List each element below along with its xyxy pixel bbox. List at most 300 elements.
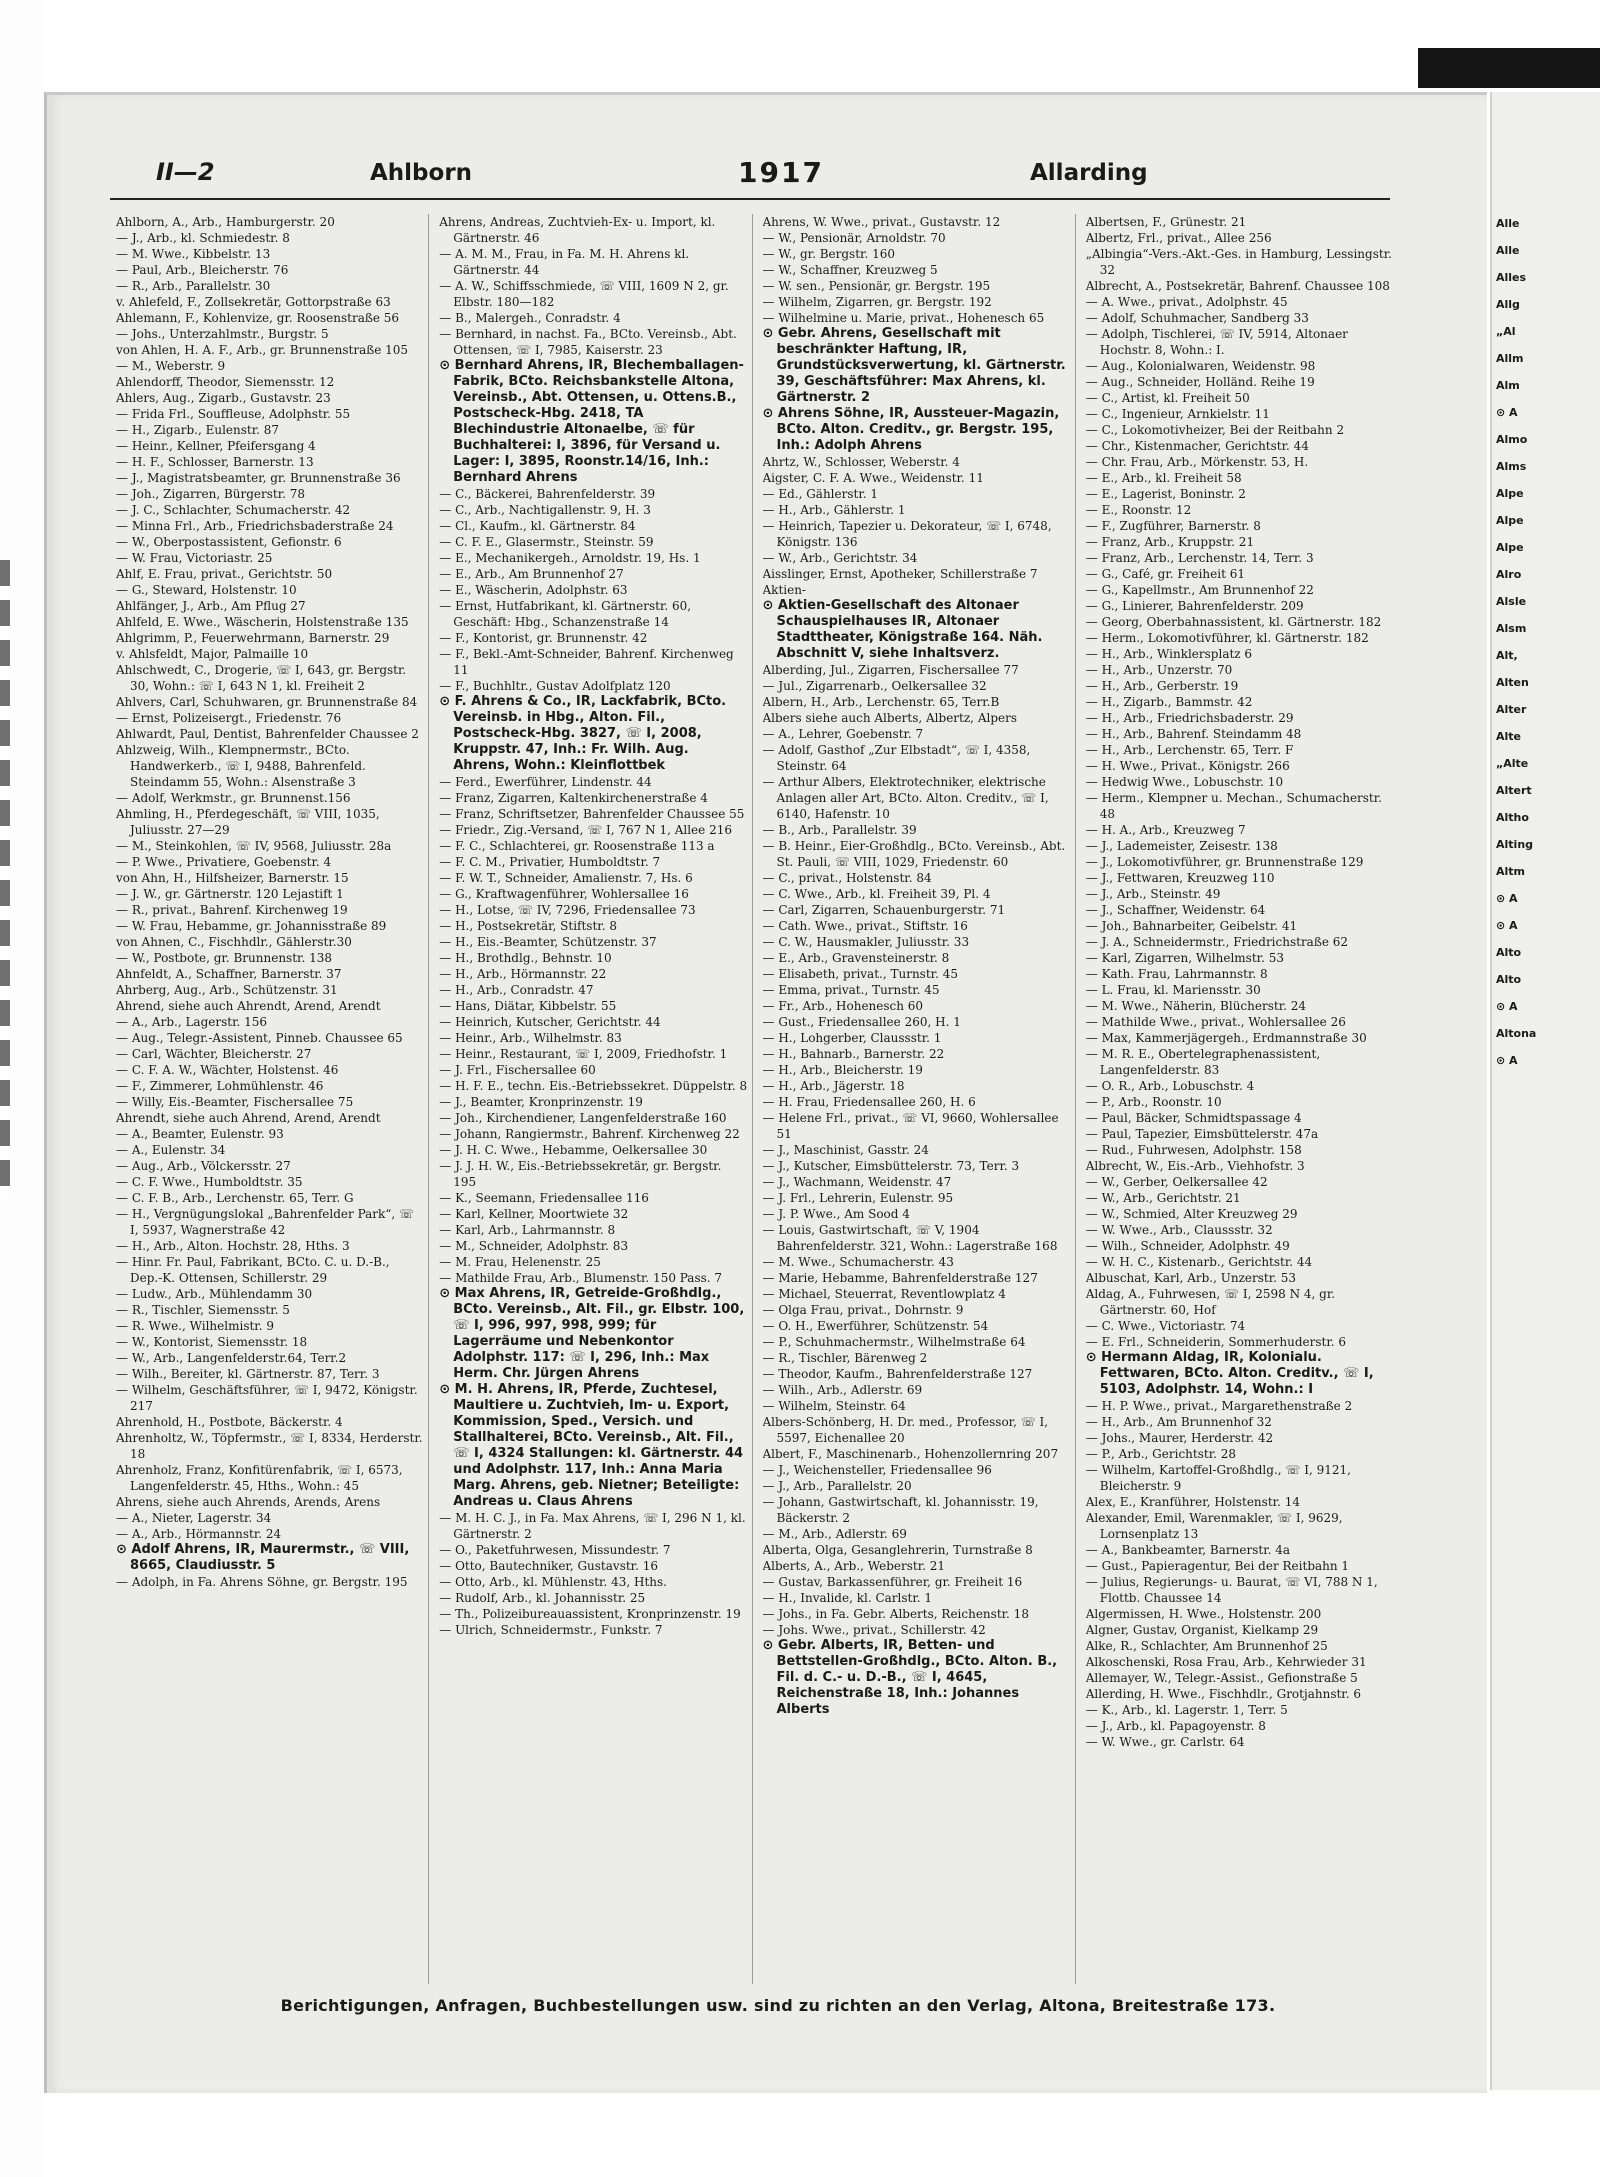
directory-entry: — J., Kutscher, Eimsbüttelerstr. 73, Terr. 3 <box>762 1159 1020 1173</box>
directory-entry: Algner, Gustav, Organist, Kielkamp 29 <box>1085 1623 1319 1637</box>
directory-entry: Ahrtz, W., Schlosser, Weberstr. 4 <box>762 455 960 469</box>
directory-entry: — Joh., Zigarren, Bürgerstr. 78 <box>116 487 306 501</box>
directory-entry: — E., Arb., kl. Freiheit 58 <box>1085 471 1242 485</box>
directory-entry: — W., gr. Bergstr. 160 <box>762 247 895 261</box>
directory-entry: Ahrberg, Aug., Arb., Schützenstr. 31 <box>116 983 338 997</box>
directory-entry: — M., Schneider, Adolphstr. 83 <box>439 1239 629 1253</box>
directory-entry: — M. Frau, Helenenstr. 25 <box>439 1255 601 1269</box>
directory-entry: Ahlf, E. Frau, privat., Gerichtstr. 50 <box>116 567 333 581</box>
directory-entry: v. Ahlefeld, F., Zollsekretär, Gottorpstraße 63 <box>116 295 391 309</box>
next-page-entry-fragment: ⊙ A <box>1496 892 1518 905</box>
directory-entry: — J., Beamter, Kronprinzenstr. 19 <box>439 1095 643 1109</box>
directory-entry: — Emma, privat., Turnstr. 45 <box>762 983 940 997</box>
directory-entry: — Karl, Zigarren, Wilhelmstr. 53 <box>1085 951 1284 965</box>
directory-entry: — B. Heinr., Eier-Großhdlg., BCto. Vereinsb., Abt. St. Pauli, ☏ VIII, 1029, Friedenstr. 60 <box>762 839 1066 869</box>
directory-entry: — E., Wäscherin, Adolphstr. 63 <box>439 583 628 597</box>
directory-entry: Ahmling, H., Pferdegeschäft, ☏ VIII, 1035, Juliusstr. 27—29 <box>116 807 380 837</box>
directory-entry: — Franz, Arb., Kruppstr. 21 <box>1085 535 1255 549</box>
column-4 <box>1086 214 1398 1984</box>
directory-entry: — W., Schmied, Alter Kreuzweg 29 <box>1085 1207 1298 1221</box>
directory-entry: — F., Buchhltr., Gustav Adolfplatz 120 <box>439 679 671 693</box>
directory-entry: — Aug., Schneider, Holländ. Reihe 19 <box>1085 375 1315 389</box>
directory-entry: — Gustav, Barkassenführer, gr. Freiheit 16 <box>762 1575 1023 1589</box>
directory-entry: Ahlvers, Carl, Schuhwaren, gr. Brunnenstraße 84 <box>116 695 418 709</box>
directory-entry: — Michael, Steuerrat, Reventlowplatz 4 <box>762 1287 1006 1301</box>
directory-entry: — Cath. Wwe., privat., Stiftstr. 16 <box>762 919 968 933</box>
directory-entry: — M. R. E., Obertelegraphenassistent, Langenfelderstr. 83 <box>1085 1047 1321 1077</box>
directory-entry: — H. F. E., techn. Eis.-Betriebssekret. Düppelstr. 8 <box>439 1079 748 1093</box>
directory-entry: — A., Arb., Hörmannstr. 24 <box>116 1527 282 1541</box>
directory-entry: — Minna Frl., Arb., Friedrichsbaderstraße 24 <box>116 519 394 533</box>
directory-entry: — Joh., Kirchendiener, Langenfelderstraße 160 <box>439 1111 727 1125</box>
directory-entry: — J., Lademeister, Zeisestr. 138 <box>1085 839 1278 853</box>
directory-entry: — K., Seemann, Friedensallee 116 <box>439 1191 649 1205</box>
directory-entry: — Ulrich, Schneidermstr., Funkstr. 7 <box>439 1623 663 1637</box>
directory-entry: — Rud., Fuhrwesen, Adolphstr. 158 <box>1085 1143 1302 1157</box>
directory-entry: — Theodor, Kaufm., Bahrenfelderstraße 127 <box>762 1367 1033 1381</box>
directory-entry: — A., Beamter, Eulenstr. 93 <box>116 1127 284 1141</box>
directory-entry: Albertz, Frl., privat., Allee 256 <box>1085 231 1272 245</box>
next-page-entry-fragment: Altona <box>1496 1027 1537 1040</box>
directory-entry: — Ernst, Polizeisergt., Friedenstr. 76 <box>116 711 342 725</box>
directory-entry: — J., Fettwaren, Kreuzweg 110 <box>1085 871 1275 885</box>
directory-columns <box>116 214 1398 1984</box>
directory-entry: Ahrend, siehe auch Ahrendt, Arend, Arendt <box>116 999 381 1013</box>
directory-entry: Ahlschwedt, C., Drogerie, ☏ I, 643, gr. Bergstr. 30, Wohn.: ☏ I, 643 N 1, kl. Freiheit 2 <box>116 663 407 693</box>
next-page-entry-fragment: Alpe <box>1496 487 1524 500</box>
column-1 <box>116 214 429 1984</box>
directory-entry: — Herm., Klempner u. Mechan., Schumacherstr. 48 <box>1085 791 1382 821</box>
directory-entry: — Hinr. Fr. Paul, Fabrikant, BCto. C. u. D.-B., Dep.-K. Ottensen, Schillerstr. 29 <box>116 1255 390 1285</box>
directory-entry: Ahlzweig, Wilh., Klempnermstr., BCto. Handwerkerb., ☏ I, 9488, Bahrenfeld. Steindamm 55, Wohn.: Alsenstraße 3 <box>116 743 366 789</box>
directory-entry: — A., Arb., Lagerstr. 156 <box>116 1015 268 1029</box>
directory-entry: — H., Lotse, ☏ IV, 7296, Friedensallee 73 <box>439 903 696 917</box>
directory-entry: — Heinr., Restaurant, ☏ I, 2009, Friedhofstr. 1 <box>439 1047 728 1061</box>
directory-entry: — Johs., Unterzahlmstr., Burgstr. 5 <box>116 327 329 341</box>
directory-entry: — E., Arb., Gravensteinerstr. 8 <box>762 951 950 965</box>
directory-entry: — G., Kapellmstr., Am Brunnenhof 22 <box>1085 583 1314 597</box>
directory-entry: — H., Lohgerber, Claussstr. 1 <box>762 1031 942 1045</box>
directory-entry: — H., Invalide, kl. Carlstr. 1 <box>762 1591 933 1605</box>
directory-entry: „Albingia“-Vers.-Akt.-Ges. in Hamburg, Lessingstr. 32 <box>1085 247 1392 277</box>
directory-entry: — Aug., Arb., Völckersstr. 27 <box>116 1159 291 1173</box>
directory-entry: — C. F. A. W., Wächter, Holstenst. 46 <box>116 1063 339 1077</box>
directory-entry: — J., Arb., Parallelstr. 20 <box>762 1479 912 1493</box>
directory-entry: — F., Zugführer, Barnerstr. 8 <box>1085 519 1261 533</box>
directory-entry: Aigster, C. F. A. Wwe., Weidenstr. 11 <box>762 471 984 485</box>
column-3 <box>763 214 1076 1984</box>
directory-entry: ⊙ Max Ahrens, IR, Getreide-Großhdlg., BCto. Vereinsb., Alt. Fil., gr. Elbstr. 100, ☏ I, 996, 997, 998, 999; für Lagerräume und Nebenkontor Adolphstr. 117: ☏ I, 296, Inh.: Max Herm. Chr. Jürgen Ahrens <box>439 1286 745 1381</box>
directory-entry: — G., Café, gr. Freiheit 61 <box>1085 567 1245 581</box>
directory-entry: Ahlendorff, Theodor, Siemensstr. 12 <box>116 375 335 389</box>
directory-entry: — C. F. B., Arb., Lerchenstr. 65, Terr. G <box>116 1191 354 1205</box>
directory-entry: — M., Arb., Adlerstr. 69 <box>762 1527 907 1541</box>
directory-entry: — R., Arb., Parallelstr. 30 <box>116 279 271 293</box>
directory-entry: — R., Tischler, Siemensstr. 5 <box>116 1303 290 1317</box>
binding-edge-marks <box>0 560 10 1200</box>
directory-entry: — Ludw., Arb., Mühlendamm 30 <box>116 1287 313 1301</box>
directory-entry: — Heinrich, Kutscher, Gerichtstr. 44 <box>439 1015 661 1029</box>
directory-entry: — J. J. H. W., Eis.-Betriebssekretär, gr. Bergstr. 195 <box>439 1159 722 1189</box>
directory-entry: — A. Wwe., privat., Adolphstr. 45 <box>1085 295 1288 309</box>
directory-entry: Ahlwardt, Paul, Dentist, Bahrenfelder Chaussee 2 <box>116 727 419 741</box>
directory-entry: — P., Arb., Gerichtstr. 28 <box>1085 1447 1237 1461</box>
directory-entry: — Paul, Bäcker, Schmidtspassage 4 <box>1085 1111 1302 1125</box>
directory-entry: Ahrens, siehe auch Ahrends, Arends, Arens <box>116 1495 381 1509</box>
directory-entry: — H., Arb., Unzerstr. 70 <box>1085 663 1233 677</box>
directory-entry: — J., Arb., Steinstr. 49 <box>1085 887 1221 901</box>
directory-entry: — W., Postbote, gr. Brunnenstr. 138 <box>116 951 332 965</box>
directory-entry: — E., Mechanikergeh., Arnoldstr. 19, Hs. 1 <box>439 551 701 565</box>
directory-entry: — J., Arb., kl. Papagoyenstr. 8 <box>1085 1719 1266 1733</box>
directory-entry: — Carl, Zigarren, Schauenburgerstr. 71 <box>762 903 1006 917</box>
directory-entry: — W., Oberpostassistent, Gefionstr. 6 <box>116 535 342 549</box>
directory-entry: — Ernst, Hutfabrikant, kl. Gärtnerstr. 60, Geschäft: Hbg., Schanzenstraße 14 <box>439 599 692 629</box>
directory-entry: — L. Frau, kl. Mariensstr. 30 <box>1085 983 1261 997</box>
directory-entry: — Fr., Arb., Hohenesch 60 <box>762 999 924 1013</box>
next-page-entry-fragment: Alsle <box>1496 595 1527 608</box>
directory-entry: Albers siehe auch Alberts, Albertz, Alpers <box>762 711 1017 725</box>
directory-entry: Ahrens, W. Wwe., privat., Gustavstr. 12 <box>762 215 1001 229</box>
directory-entry: — H., Arb., Friedrichsbaderstr. 29 <box>1085 711 1294 725</box>
directory-entry: — Hans, Diätar, Kibbelstr. 55 <box>439 999 617 1013</box>
directory-entry: — Hedwig Wwe., Lobuschstr. 10 <box>1085 775 1284 789</box>
directory-entry: — H., Brothdlg., Behnstr. 10 <box>439 951 612 965</box>
directory-entry: — C., Lokomotivheizer, Bei der Reitbahn 2 <box>1085 423 1345 437</box>
directory-entry: — Julius, Regierungs- u. Baurat, ☏ VI, 788 N 1, Flottb. Chaussee 14 <box>1085 1575 1378 1605</box>
directory-entry: — G., Linierer, Bahrenfelderstr. 209 <box>1085 599 1304 613</box>
directory-entry: — J. Frl., Lehrerin, Eulenstr. 95 <box>762 1191 954 1205</box>
directory-entry: — Wilh., Bereiter, kl. Gärtnerstr. 87, Terr. 3 <box>116 1367 380 1381</box>
directory-entry: ⊙ Ahrens Söhne, IR, Aussteuer-Magazin, BCto. Alton. Creditv., gr. Bergstr. 195, Inh.: Adolph Ahrens <box>762 406 1060 453</box>
directory-entry: — Carl, Wächter, Bleicherstr. 27 <box>116 1047 312 1061</box>
next-page-entry-fragment: Alle <box>1496 217 1520 230</box>
directory-entry: — Wilhelm, Zigarren, gr. Bergstr. 192 <box>762 295 992 309</box>
directory-entry: — Paul, Arb., Bleicherstr. 76 <box>116 263 289 277</box>
directory-entry: — Louis, Gastwirtschaft, ☏ V, 1904 Bahrenfelderstr. 321, Wohn.: Lagerstraße 168 <box>762 1223 1058 1253</box>
directory-entry: — E., Arb., Am Brunnenhof 27 <box>439 567 624 581</box>
directory-entry: — Gust., Papieragentur, Bei der Reitbahn 1 <box>1085 1559 1350 1573</box>
directory-entry: — F. C., Schlachterei, gr. Roosenstraße 113 a <box>439 839 715 853</box>
directory-entry: Allerding, H. Wwe., Fischhdlr., Grotjahnstr. 6 <box>1085 1687 1361 1701</box>
directory-entry: — Rudolf, Arb., kl. Johannisstr. 25 <box>439 1591 646 1605</box>
next-page-entry-fragment: Allg <box>1496 298 1520 311</box>
directory-entry: — C., Artist, kl. Freiheit 50 <box>1085 391 1250 405</box>
directory-entry: — H., Arb., Jägerstr. 18 <box>762 1079 905 1093</box>
directory-entry: — Frida Frl., Souffleuse, Adolphstr. 55 <box>116 407 351 421</box>
directory-entry: — A., Lehrer, Goebenstr. 7 <box>762 727 924 741</box>
directory-entry: v. Ahlsfeldt, Major, Palmaille 10 <box>116 647 309 661</box>
next-page-entry-fragment: Alto <box>1496 973 1522 986</box>
directory-entry: — A., Nieter, Lagerstr. 34 <box>116 1511 272 1525</box>
next-page-entry-fragment: Alpe <box>1496 541 1524 554</box>
directory-entry: — Heinr., Arb., Wilhelmstr. 83 <box>439 1031 622 1045</box>
directory-entry: — R., privat., Bahrenf. Kirchenweg 19 <box>116 903 348 917</box>
directory-entry: Ahlemann, F., Kohlenvize, gr. Roosenstraße 56 <box>116 311 400 325</box>
directory-entry: — Johs. Wwe., privat., Schillerstr. 42 <box>762 1623 986 1637</box>
directory-entry: Albert, F., Maschinenarb., Hohenzollernring 207 <box>762 1447 1059 1461</box>
page-header <box>110 152 1390 200</box>
page-number: II—2 <box>156 158 215 186</box>
directory-entry: ⊙ Gebr. Ahrens, Gesellschaft mit beschränkter Haftung, IR, Grundstücksverwertung, kl. Gärtnerstr. 39, Geschäftsführer: Max Ahrens, kl. Gärtnerstr. 2 <box>762 326 1066 405</box>
directory-entry: — W., Schaffner, Kreuzweg 5 <box>762 263 938 277</box>
directory-entry: — W., Gerber, Oelkersallee 42 <box>1085 1175 1268 1189</box>
directory-entry: — W., Kontorist, Siemensstr. 18 <box>116 1335 308 1349</box>
directory-entry: — H., Arb., Alton. Hochstr. 28, Hths. 3 <box>116 1239 350 1253</box>
directory-entry: — Chr., Kistenmacher, Gerichtstr. 44 <box>1085 439 1309 453</box>
directory-entry: — Adolph, in Fa. Ahrens Söhne, gr. Bergstr. 195 <box>116 1575 408 1589</box>
directory-entry: — Olga Frau, privat., Dohrnstr. 9 <box>762 1303 964 1317</box>
directory-entry: — H., Vergnügungslokal „Bahrenfelder Park“, ☏ I, 5937, Wagnerstraße 42 <box>116 1207 415 1237</box>
directory-entry: Allemayer, W., Telegr.-Assist., Gefionstraße 5 <box>1085 1671 1358 1685</box>
directory-entry: — M. Wwe., Kibbelstr. 13 <box>116 247 271 261</box>
directory-entry: — Willy, Eis.-Beamter, Fischersallee 75 <box>116 1095 354 1109</box>
directory-entry: — Heinr., Kellner, Pfeifersgang 4 <box>116 439 316 453</box>
directory-entry: — Wilhelm, Geschäftsführer, ☏ I, 9472, Königstr. 217 <box>116 1383 418 1413</box>
directory-entry: Ahrenholz, Franz, Konfitürenfabrik, ☏ I, 6573, Langenfelderstr. 45, Hths., Wohn.: 45 <box>116 1463 403 1493</box>
next-page-entry-fragment: Alting <box>1496 838 1534 851</box>
directory-entry: — P., Schuhmachermstr., Wilhelmstraße 64 <box>762 1335 1026 1349</box>
directory-entry: — E., Roonstr. 12 <box>1085 503 1192 517</box>
next-page-entry-fragment: Alm <box>1496 379 1520 392</box>
directory-entry: Ahrenholtz, W., Töpfermstr., ☏ I, 8334, Herderstr. 18 <box>116 1431 423 1461</box>
directory-entry: — H., Bahnarb., Barnerstr. 22 <box>762 1047 945 1061</box>
directory-entry: Ahrenhold, H., Postbote, Bäckerstr. 4 <box>116 1415 343 1429</box>
directory-entry: Ahrendt, siehe auch Ahrend, Arend, Arendt <box>116 1111 381 1125</box>
directory-entry: — Joh., Bahnarbeiter, Geibelstr. 41 <box>1085 919 1298 933</box>
directory-entry: — Heinrich, Tapezier u. Dekorateur, ☏ I, 6748, Königstr. 136 <box>762 519 1052 549</box>
directory-entry: — M., Weberstr. 9 <box>116 359 226 373</box>
directory-entry: — H., Arb., Gerberstr. 19 <box>1085 679 1239 693</box>
directory-entry: Alberding, Jul., Zigarren, Fischersallee 77 <box>762 663 1019 677</box>
next-page-entry-fragment: Altm <box>1496 865 1526 878</box>
last-entry-word: Allarding <box>1030 160 1148 186</box>
directory-entry: — J. C., Schlachter, Schumacherstr. 42 <box>116 503 351 517</box>
next-page-entry-fragment: Allm <box>1496 352 1524 365</box>
directory-entry: ⊙ Hermann Aldag, IR, Kolonialu. Fettwaren, BCto. Alton. Creditv., ☏ I, 5103, Adolphstr. 14, Wohn.: I <box>1085 1350 1374 1397</box>
directory-entry: — W., Arb., Langenfelderstr.64, Terr.2 <box>116 1351 347 1365</box>
directory-entry: — H. P. Wwe., privat., Margarethenstraße 2 <box>1085 1399 1353 1413</box>
black-index-tab <box>1418 48 1600 88</box>
directory-entry: — H. Wwe., Privat., Königstr. 266 <box>1085 759 1290 773</box>
directory-entry: von Ahnen, C., Fischhdlr., Gählerstr.30 <box>116 935 352 949</box>
directory-entry: — J. H. C. Wwe., Hebamme, Oelkersallee 30 <box>439 1143 708 1157</box>
directory-entry: — Franz, Schriftsetzer, Bahrenfelder Chaussee 55 <box>439 807 745 821</box>
next-page-entry-fragment: Alten <box>1496 676 1529 689</box>
directory-entry: — W., Pensionär, Arnoldstr. 70 <box>762 231 946 245</box>
directory-entry: — Adolf, Gasthof „Zur Elbstadt“, ☏ I, 4358, Steinstr. 64 <box>762 743 1031 773</box>
directory-entry: — H., Arb., Bahrenf. Steindamm 48 <box>1085 727 1302 741</box>
directory-entry: — Herm., Lokomotivführer, kl. Gärtnerstr. 182 <box>1085 631 1369 645</box>
directory-entry: — J., Schaffner, Weidenstr. 64 <box>1085 903 1266 917</box>
directory-entry: Albers-Schönberg, H. Dr. med., Professor, ☏ I, 5597, Eichenallee 20 <box>762 1415 1049 1445</box>
directory-entry: Ahlborn, A., Arb., Hamburgerstr. 20 <box>116 215 335 229</box>
directory-entry: — Bernhard, in nachst. Fa., BCto. Vereinsb., Abt. Ottensen, ☏ I, 7985, Kaiserstr. 23 <box>439 327 737 357</box>
directory-entry: — Helene Frl., privat., ☏ VI, 9660, Wohlersallee 51 <box>762 1111 1059 1141</box>
directory-entry: — W. Frau, Victoriastr. 25 <box>116 551 273 565</box>
next-page-entry-fragment: Alter <box>1496 703 1527 716</box>
directory-entry: — H., Zigarb., Eulenstr. 87 <box>116 423 280 437</box>
directory-entry: Alex, E., Kranführer, Holstenstr. 14 <box>1085 1495 1300 1509</box>
directory-entry: — Mathilde Wwe., privat., Wohlersallee 26 <box>1085 1015 1346 1029</box>
directory-entry: — H., Eis.-Beamter, Schützenstr. 37 <box>439 935 657 949</box>
directory-entry: — Th., Polizeibureauassistent, Kronprinzenstr. 19 <box>439 1607 741 1621</box>
next-page-entry-fragment: ⊙ A <box>1496 919 1518 932</box>
next-page-entry-fragment: Alt, <box>1496 649 1518 662</box>
next-page-entry-fragment: Alto <box>1496 946 1522 959</box>
year-title: 1917 <box>738 156 824 189</box>
directory-entry: — Karl, Arb., Lahrmannstr. 8 <box>439 1223 616 1237</box>
directory-entry: ⊙ Bernhard Ahrens, IR, Blechemballagen-Fabrik, BCto. Reichsbankstelle Altona, Vereinsb., Abt. Ottensen, u. Ottens.B., Postscheck-Hbg. 2418, TA Blechindustrie Altonaelbe, ☏ für Buchhalterei: I, 3896, für Versand u. Lager: I, 3895, Roonstr.14/16, Inh.: Bernhard Ahrens <box>439 358 744 485</box>
next-page-entry-fragment: Alpe <box>1496 514 1524 527</box>
directory-entry: — Cl., Kaufm., kl. Gärtnerstr. 84 <box>439 519 636 533</box>
directory-entry: — M. H. C. J., in Fa. Max Ahrens, ☏ I, 296 N 1, kl. Gärtnerstr. 2 <box>439 1511 746 1541</box>
publisher-footer: Berichtigungen, Anfragen, Buchbestellungen usw. sind zu richten an den Verlag, Altona, Breitestraße 173. <box>280 1996 1276 2015</box>
directory-entry: Aisslinger, Ernst, Apotheker, Schillerstraße 7 <box>762 567 1038 581</box>
directory-entry: — O. R., Arb., Lobuschstr. 4 <box>1085 1079 1255 1093</box>
directory-entry: — P., Arb., Roonstr. 10 <box>1085 1095 1222 1109</box>
directory-entry: — C., Ingenieur, Arnkielstr. 11 <box>1085 407 1270 421</box>
directory-entry: — J., Lokomotivführer, gr. Brunnenstraße 129 <box>1085 855 1364 869</box>
directory-entry: — C. Wwe., Arb., kl. Freiheit 39, Pl. 4 <box>762 887 991 901</box>
directory-entry: — F., Bekl.-Amt-Schneider, Bahrenf. Kirchenweg 11 <box>439 647 734 677</box>
directory-entry: — P. Wwe., Privatiere, Goebenstr. 4 <box>116 855 332 869</box>
directory-entry: — Paul, Tapezier, Eimsbüttelerstr. 47a <box>1085 1127 1319 1141</box>
directory-entry: — Jul., Zigarrenarb., Oelkersallee 32 <box>762 679 987 693</box>
directory-entry: — O., Paketfuhrwesen, Missundestr. 7 <box>439 1543 671 1557</box>
directory-entry: — C., privat., Holstenstr. 84 <box>762 871 932 885</box>
next-page-entry-fragment: ⊙ A <box>1496 1000 1518 1013</box>
first-entry-word: Ahlborn <box>370 160 473 186</box>
directory-entry: — R. Wwe., Wilhelmistr. 9 <box>116 1319 274 1333</box>
directory-entry: — M. Wwe., Näherin, Blücherstr. 24 <box>1085 999 1307 1013</box>
directory-entry: — Karl, Kellner, Moortwiete 32 <box>439 1207 629 1221</box>
directory-entry: — M. Wwe., Schumacherstr. 43 <box>762 1255 954 1269</box>
directory-entry: — Johann, Rangiermstr., Bahrenf. Kirchenweg 22 <box>439 1127 740 1141</box>
directory-entry: — B., Malergeh., Conradstr. 4 <box>439 311 621 325</box>
next-page-entry-fragment: Alro <box>1496 568 1522 581</box>
directory-entry: Ahlers, Aug., Zigarb., Gustavstr. 23 <box>116 391 331 405</box>
directory-entry: — Adolf, Werkmstr., gr. Brunnenst.156 <box>116 791 351 805</box>
next-page-entry-fragment: Alsm <box>1496 622 1527 635</box>
next-page-entry-fragment: „Al <box>1496 325 1516 338</box>
directory-entry: — F., Zimmerer, Lohmühlenstr. 46 <box>116 1079 324 1093</box>
directory-entry: — J., Arb., kl. Schmiedestr. 8 <box>116 231 290 245</box>
directory-entry: — F. W. T., Schneider, Amalienstr. 7, Hs. 6 <box>439 871 693 885</box>
next-page-entry-fragment: „Alte <box>1496 757 1529 770</box>
directory-entry: — H., Postsekretär, Stiftstr. 8 <box>439 919 617 933</box>
directory-entry: — Wilhelm, Kartoffel-Großhdlg., ☏ I, 9121, Bleicherstr. 9 <box>1085 1463 1351 1493</box>
directory-entry: — C. F. E., Glasermstr., Steinstr. 59 <box>439 535 654 549</box>
directory-entry: Ahnfeldt, A., Schaffner, Barnerstr. 37 <box>116 967 342 981</box>
directory-entry: Alexander, Emil, Warenmakler, ☏ I, 9629, Lornsenplatz 13 <box>1085 1511 1343 1541</box>
directory-entry: Albrecht, W., Eis.-Arb., Viehhofstr. 3 <box>1085 1159 1305 1173</box>
directory-entry: Alberta, Olga, Gesanglehrerin, Turnstraße 8 <box>762 1543 1033 1557</box>
directory-entry: Ahlgrimm, P., Feuerwehrmann, Barnerstr. 29 <box>116 631 390 645</box>
directory-entry: — E., Lagerist, Boninstr. 2 <box>1085 487 1246 501</box>
column-2 <box>439 214 752 1984</box>
directory-entry: — Wilhelm, Steinstr. 64 <box>762 1399 906 1413</box>
directory-entry: — W. Wwe., Arb., Claussstr. 32 <box>1085 1223 1273 1237</box>
directory-entry: — Arthur Albers, Elektrotechniker, elektrische Anlagen aller Art, BCto. Alton. Creditv., ☏ I, 6140, Hafenstr. 10 <box>762 775 1049 821</box>
directory-entry: — G., Steward, Holstenstr. 10 <box>116 583 297 597</box>
next-page-entry-fragment: Altho <box>1496 811 1529 824</box>
directory-entry: Albern, H., Arb., Lerchenstr. 65, Terr.B <box>762 695 1000 709</box>
directory-entry: ⊙ Aktien-Gesellschaft des Altonaer Schauspielhauses IR, Altonaer Stadttheater, Königstraße 164. Näh. Abschnitt V, siehe Inhaltsverz. <box>762 598 1043 661</box>
directory-entry: — J. A., Schneidermstr., Friedrichstraße 62 <box>1085 935 1349 949</box>
directory-entry: — Adolph, Tischlerei, ☏ IV, 5914, Altonaer Hochstr. 8, Wohn.: I. <box>1085 327 1348 357</box>
directory-entry: Albuschat, Karl, Arb., Unzerstr. 53 <box>1085 1271 1297 1285</box>
directory-entry: ⊙ Gebr. Alberts, IR, Betten- und Bettstellen-Großhdlg., BCto. Alton. B., Fil. d. C.- u. D.-B., ☏ I, 4645, Reichenstraße 18, Inh.: Johannes Alberts <box>762 1638 1058 1717</box>
directory-entry: — K., Arb., kl. Lagerstr. 1, Terr. 5 <box>1085 1703 1288 1717</box>
directory-entry: ⊙ F. Ahrens & Co., IR, Lackfabrik, BCto. Vereinsb. in Hbg., Alton. Fil., Postscheck-Hbg. 3827, ☏ I, 2008, Kruppstr. 47, Inh.: Fr. Wilh. Aug. Ahrens, Wohn.: Kleinflottbek <box>439 694 727 773</box>
next-page-entry-fragment: Alte <box>1496 730 1522 743</box>
directory-entry: — J., Weichensteller, Friedensallee 96 <box>762 1463 992 1477</box>
directory-entry: Ahlfänger, J., Arb., Am Pflug 27 <box>116 599 306 613</box>
directory-entry: Albertsen, F., Grünestr. 21 <box>1085 215 1247 229</box>
next-page-entry-fragment: Almo <box>1496 433 1528 446</box>
directory-entry: — J. P. Wwe., Am Sood 4 <box>762 1207 910 1221</box>
directory-entry: ⊙ Adolf Ahrens, IR, Maurermstr., ☏ VIII, 8665, Claudiusstr. 5 <box>116 1542 410 1573</box>
directory-entry: Albrecht, A., Postsekretär, Bahrenf. Chaussee 108 <box>1085 279 1390 293</box>
directory-entry: Ahrens, Andreas, Zuchtvieh-Ex- u. Import, kl. Gärtnerstr. 46 <box>439 215 716 245</box>
directory-entry: von Ahn, H., Hilfsheizer, Barnerstr. 15 <box>116 871 349 885</box>
directory-entry: — H., Zigarb., Bammstr. 42 <box>1085 695 1253 709</box>
directory-entry: — H. Frau, Friedensallee 260, H. 6 <box>762 1095 976 1109</box>
next-page-entries <box>1496 210 1596 1074</box>
directory-entry: — W. H. C., Kistenarb., Gerichtstr. 44 <box>1085 1255 1313 1269</box>
directory-entry: — H., Arb., Winklersplatz 6 <box>1085 647 1253 661</box>
directory-entry: — Wilh., Schneider, Adolphstr. 49 <box>1085 1239 1290 1253</box>
directory-entry: — F. C. M., Privatier, Humboldtstr. 7 <box>439 855 661 869</box>
directory-entry: — H., Arb., Bleicherstr. 19 <box>762 1063 923 1077</box>
directory-entry: — J., Maschinist, Gasstr. 24 <box>762 1143 929 1157</box>
directory-entry: — C., Arb., Nachtigallenstr. 9, H. 3 <box>439 503 651 517</box>
directory-entry: — Friedr., Zig.-Versand, ☏ I, 767 N 1, Allee 216 <box>439 823 732 837</box>
directory-entry: — W. sen., Pensionär, gr. Bergstr. 195 <box>762 279 991 293</box>
directory-entry: — A. W., Schiffsschmiede, ☏ VIII, 1609 N 2, gr. Elbstr. 180—182 <box>439 279 729 309</box>
next-page-entry-fragment: Alle <box>1496 244 1520 257</box>
directory-entry: — Elisabeth, privat., Turnstr. 45 <box>762 967 958 981</box>
directory-entry: Alberts, A., Arb., Weberstr. 21 <box>762 1559 946 1573</box>
directory-entry: — H., Arb., Gählerstr. 1 <box>762 503 906 517</box>
directory-entry: — Ferd., Ewerführer, Lindenstr. 44 <box>439 775 652 789</box>
next-page-entry-fragment: Alms <box>1496 460 1527 473</box>
directory-entry: — A., Eulenstr. 34 <box>116 1143 226 1157</box>
directory-entry: Aktien- <box>762 583 806 597</box>
directory-entry: — H., Arb., Conradstr. 47 <box>439 983 594 997</box>
directory-entry: — B., Arb., Parallelstr. 39 <box>762 823 917 837</box>
next-page-entry-fragment: ⊙ A <box>1496 1054 1518 1067</box>
directory-entry: — C. F. Wwe., Humboldtstr. 35 <box>116 1175 303 1189</box>
directory-entry: — Wilhelmine u. Marie, privat., Hohenesch 65 <box>762 311 1045 325</box>
directory-entry: — A. M. M., Frau, in Fa. M. H. Ahrens kl. Gärtnerstr. 44 <box>439 247 690 277</box>
directory-entry: — Aug., Telegr.-Assistent, Pinneb. Chaussee 65 <box>116 1031 403 1045</box>
directory-entry: — E. Frl., Schneiderin, Sommerhuderstr. 6 <box>1085 1335 1347 1349</box>
directory-entry: — H. F., Schlosser, Barnerstr. 13 <box>116 455 314 469</box>
directory-entry: — J. Frl., Fischersallee 60 <box>439 1063 596 1077</box>
directory-entry: — Johs., Maurer, Herderstr. 42 <box>1085 1431 1274 1445</box>
directory-entry: — H., Arb., Hörmannstr. 22 <box>439 967 607 981</box>
directory-entry: — Franz, Arb., Lerchenstr. 14, Terr. 3 <box>1085 551 1314 565</box>
next-page-entry-fragment: ⊙ A <box>1496 406 1518 419</box>
directory-entry: — Wilh., Arb., Adlerstr. 69 <box>762 1383 923 1397</box>
directory-entry: — W., Arb., Gerichtstr. 21 <box>1085 1191 1241 1205</box>
next-page-entry-fragment: Altert <box>1496 784 1532 797</box>
directory-entry: — R., Tischler, Bärenweg 2 <box>762 1351 928 1365</box>
directory-entry: — Franz, Zigarren, Kaltenkirchenerstraße 4 <box>439 791 708 805</box>
directory-entry: — Marie, Hebamme, Bahrenfelderstraße 127 <box>762 1271 1038 1285</box>
